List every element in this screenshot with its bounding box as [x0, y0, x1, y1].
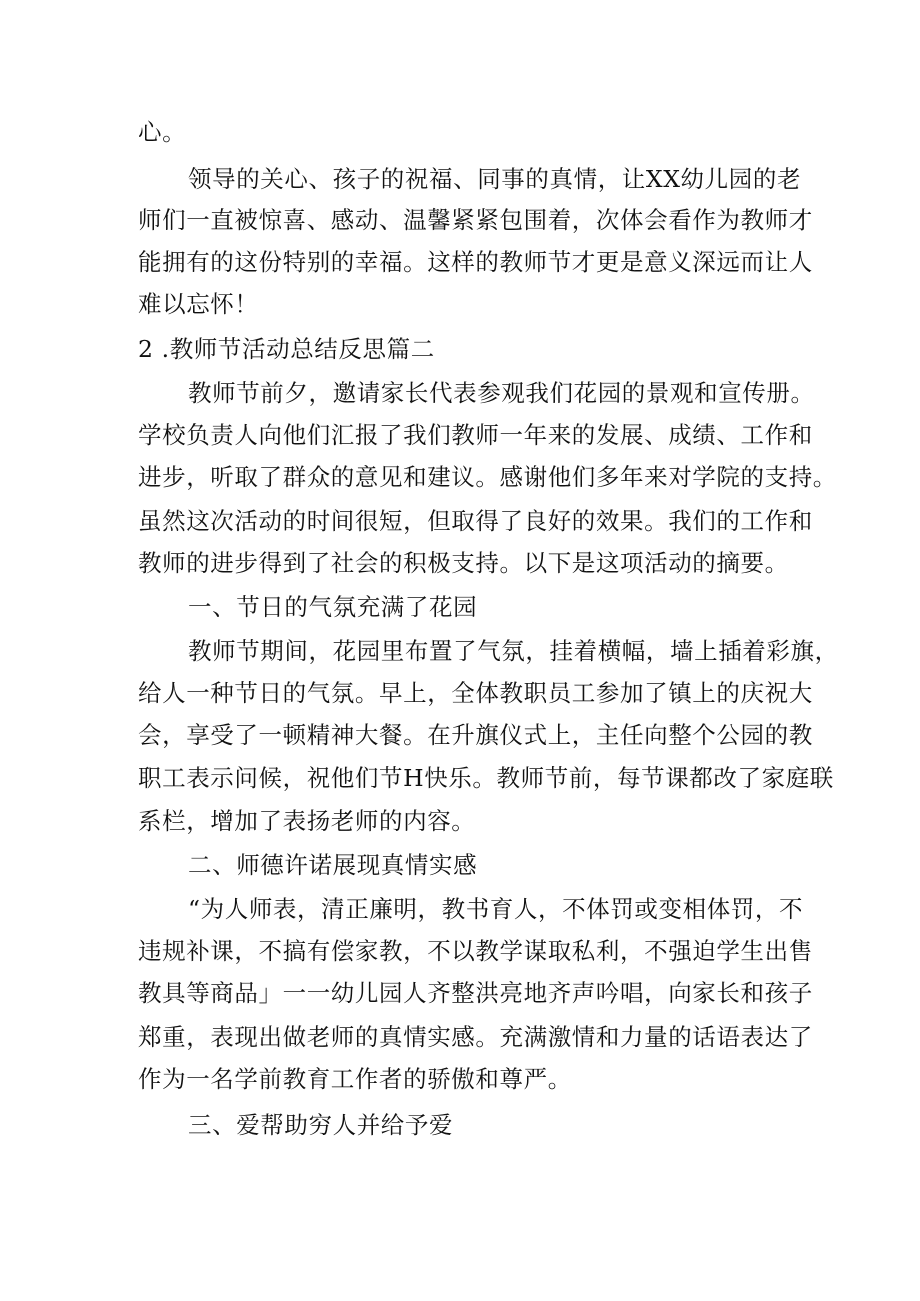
- text-line: 教具等商品」一一幼儿园人齐整洪亮地齐声吟唱，向家长和孩子: [138, 979, 813, 1007]
- text-line: 郑重，表现出做老师的真情实感。充满激情和力量的话语表达了: [138, 1023, 813, 1051]
- subsection-heading: 三、爱帮助穷人并给予爱: [188, 1111, 454, 1139]
- text-line: 会，享受了一顿精神大餐。在升旗仪式上，主任向整个公园的教: [138, 721, 813, 749]
- text-line: 能拥有的这份特别的幸福。这样的教师节才更是意义深远而让人: [138, 248, 813, 276]
- text-line: 教师节前夕，邀请家长代表参观我们花园的景观和宣传册。: [188, 379, 815, 407]
- text-line: 领导的关心、孩子的祝福、同事的真情，让XX幼儿园的老: [188, 165, 802, 193]
- text-line: 心。: [138, 118, 187, 146]
- text-line: 难以忘怀！: [138, 290, 259, 318]
- subsection-heading: 一、节日的气氛充满了花园: [188, 593, 478, 621]
- text-line: 职工表示问候，祝他们节H快乐。教师节前，每节课都改了家庭联: [138, 764, 834, 792]
- subsection-heading: 二、师德许诺展现真情实感: [188, 851, 478, 879]
- text-line: 师们一直被惊喜、感动、温馨紧紧包围着，次体会看作为教师才: [138, 206, 813, 234]
- text-line: 作为一名学前教育工作者的骄傲和尊严。: [138, 1065, 572, 1093]
- text-line: 学校负责人向他们汇报了我们教师一年来的发展、成绩、工作和: [138, 421, 813, 449]
- text-line: 教师节期间，花园里布置了气氛，挂着横幅，墙上插着彩旗，: [188, 637, 839, 665]
- text-line: 进步，听取了群众的意见和建议。感谢他们多年来对学院的支持。: [138, 463, 837, 491]
- text-line: 违规补课，不搞有偿家教，不以教学谋取私利，不强迫学生出售: [138, 937, 813, 965]
- text-line: 虽然这次活动的时间很短，但取得了良好的效果。我们的工作和: [138, 507, 813, 535]
- text-line: 教师的进步得到了社会的积极支持。以下是这项活动的摘要。: [138, 549, 789, 577]
- text-line: 系栏，增加了表扬老师的内容。: [138, 807, 476, 835]
- text-line: “为人师表，清正廉明，教书育人，不体罚或变相体罚，不: [188, 895, 804, 923]
- section-heading: 2 .教师节活动总结反思篇二: [138, 335, 435, 363]
- text-line: 给人一种节日的气氛。早上，全体教职员工参加了镇上的庆祝大: [138, 679, 813, 707]
